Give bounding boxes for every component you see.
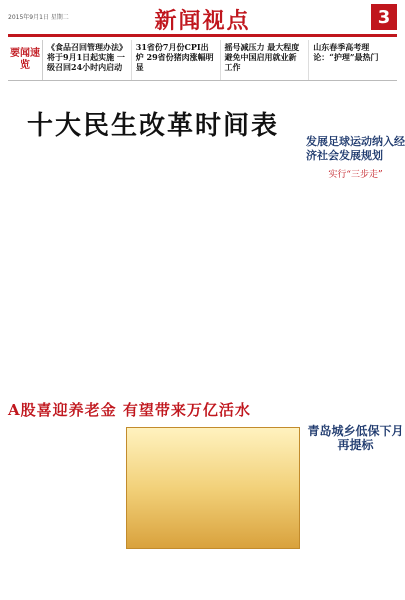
- news-brief-item: 《食品召回管理办法》将于9月1日起实施 一级召回24小时内启动: [43, 40, 132, 80]
- news-brief-item: 31省份7月份CPI出炉 29省份猪肉涨幅明显: [132, 40, 221, 80]
- page-number: 3: [371, 4, 397, 30]
- page-title: 新闻视点: [154, 8, 251, 34]
- content-layout: [8, 81, 405, 561]
- main-column: [8, 81, 298, 561]
- main-headline: 十大民生改革时间表: [26, 111, 279, 141]
- header-meta: 2015年9月1日 星期二: [8, 13, 69, 21]
- news-brief-strip: [8, 40, 397, 81]
- right-headline: 发展足球运动纳入经济社会发展规划: [306, 135, 405, 162]
- pension-banner: A股喜迎养老金 有望带来万亿活水: [8, 401, 251, 419]
- right-headline-2: 青岛城乡低保下月再提标: [307, 424, 404, 452]
- news-brief-item: 山东春季高考理论：“护理”最热门: [313, 42, 379, 62]
- right-column: [306, 135, 405, 555]
- news-brief-item: 摇号减压力 最大程度避免中国启用就业新工作: [221, 40, 310, 80]
- masthead: [8, 0, 397, 37]
- pension-illustration: [126, 427, 300, 549]
- right-subtitle: 实行“三步走”: [328, 170, 383, 180]
- news-brief-label: 要闻速览: [8, 40, 43, 80]
